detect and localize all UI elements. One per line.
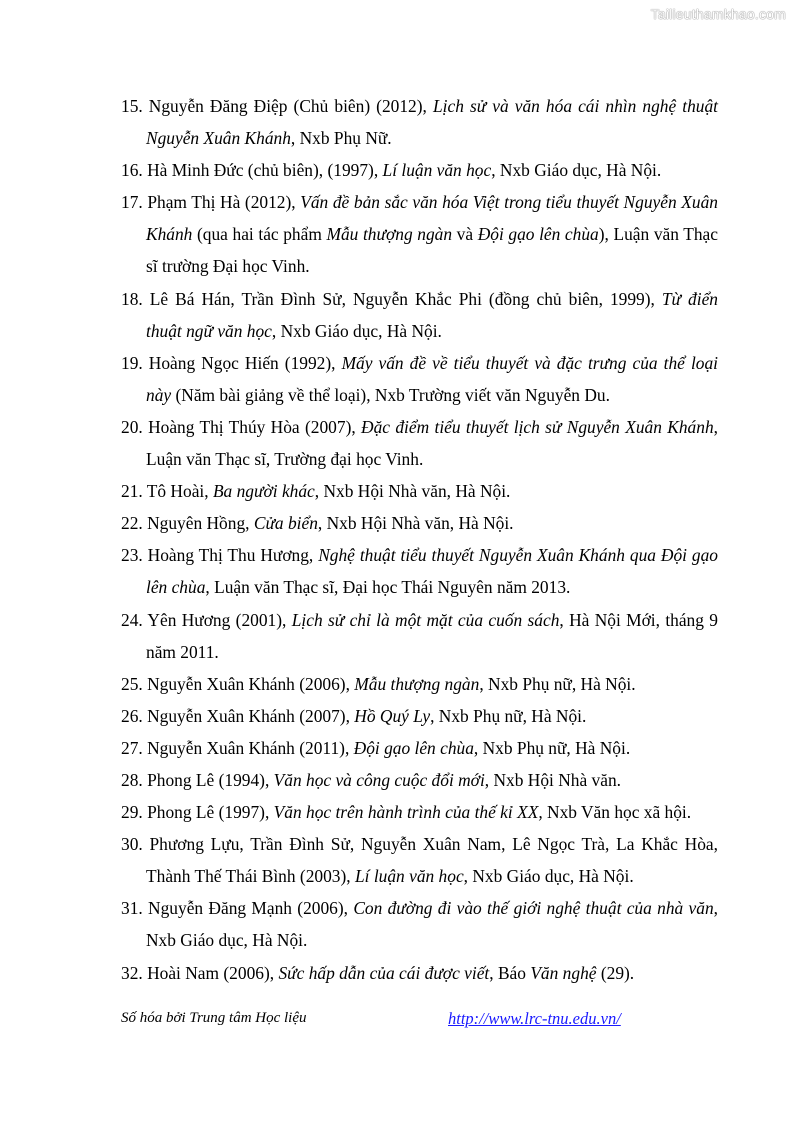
- reference-text: , Nxb Hội Nhà văn.: [484, 769, 622, 790]
- reference-text: 25. Nguyễn Xuân Khánh (2006),: [121, 673, 355, 694]
- reference-title: Văn học trên hành trình của thế kỉ XX,: [273, 802, 543, 823]
- reference-title: Vấn đề bản sắc văn hóa Việt trong tiểu thuyết Nguyễn Xuân Khánh: [146, 192, 718, 245]
- reference-title: Đội gạo lên chùa: [477, 224, 599, 245]
- reference-text: (Năm bài giảng về thể loại), Nxb Trường viết văn Nguyễn Du.: [171, 384, 610, 405]
- watermark: Tailieuthamkhao.com: [650, 6, 786, 22]
- reference-title: Lí luận văn học: [382, 160, 492, 181]
- reference-item: [121, 411, 718, 475]
- reference-item: [121, 507, 718, 539]
- reference-text: , Nxb Hội Nhà văn, Hà Nội.: [314, 481, 511, 502]
- reference-text: , Luận văn Thạc sĩ, Trường đại học Vinh.: [146, 416, 718, 470]
- reference-item: [121, 539, 718, 603]
- reference-title: Sức hấp dẫn của cái được viết: [278, 962, 490, 983]
- reference-text: , Nxb Giáo dục, Hà Nội.: [491, 160, 662, 181]
- reference-text: 18. Lê Bá Hán, Trần Đình Sử, Nguyễn Khắc Phi (đồng chủ biên, 1999),: [121, 288, 662, 309]
- reference-title: Hồ Quý Ly: [354, 705, 431, 726]
- reference-item: [121, 764, 718, 796]
- reference-text: , Nxb Phụ Nữ.: [290, 128, 392, 149]
- reference-text: Nxb Văn học xã hội.: [542, 802, 692, 823]
- reference-title: Từ điển thuật ngữ văn học: [146, 288, 718, 341]
- reference-title: Lịch sử chỉ là một mặt của cuốn sách: [291, 609, 560, 630]
- reference-text: 21. Tô Hoài,: [121, 481, 213, 502]
- reference-text: , Nxb Phụ nữ, Hà Nội.: [473, 737, 631, 758]
- reference-title: Lí luận văn học: [354, 866, 464, 887]
- reference-item: [121, 700, 718, 732]
- reference-item: [121, 796, 718, 828]
- reference-item: [121, 347, 718, 411]
- reference-text: 19. Hoàng Ngọc Hiến (1992),: [121, 352, 342, 373]
- reference-title: Mẫu thượng ngàn: [354, 673, 480, 694]
- footer-link[interactable]: http://www.lrc-tnu.edu.vn/: [448, 1009, 621, 1028]
- reference-title: Văn học và công cuộc đổi mới: [273, 769, 485, 790]
- reference-text: 23. Hoàng Thị Thu Hương,: [121, 545, 319, 566]
- reference-text: , Nxb Hội Nhà văn, Hà Nội.: [317, 513, 514, 534]
- reference-item: [121, 283, 718, 347]
- reference-title: Cửa biển: [253, 513, 318, 534]
- reference-text: 32. Hoài Nam (2006),: [121, 962, 279, 983]
- reference-list: [121, 90, 718, 989]
- reference-item: [121, 154, 718, 186]
- reference-text: 26. Nguyễn Xuân Khánh (2007),: [121, 705, 355, 726]
- reference-text: 24. Yên Hương (2001),: [121, 609, 292, 630]
- footer-text: Số hóa bởi Trung tâm Học liệu: [121, 1010, 307, 1026]
- reference-text: , Nxb Phụ nữ, Hà Nội.: [430, 705, 587, 726]
- reference-text: , Luận văn Thạc sĩ, Đại học Thái Nguyên năm 2013.: [205, 577, 571, 598]
- reference-title: Đội gạo lên chùa: [353, 737, 474, 758]
- reference-item: [121, 732, 718, 764]
- reference-title: Mấy vấn đề về tiểu thuyết và đặc trưng của thể loại này: [146, 352, 718, 405]
- reference-text: 30. Phương Lựu, Trần Đình Sử, Nguyễn Xuân Nam, Lê Ngọc Trà, La Khắc Hòa, Thành Thế Thái Bình (2003),: [121, 834, 718, 887]
- reference-item: [121, 668, 718, 700]
- reference-text: , Nxb Giáo dục, Hà Nội.: [271, 320, 442, 341]
- reference-text: 22. Nguyên Hồng,: [121, 513, 254, 534]
- reference-item: [121, 475, 718, 507]
- reference-text: 16. Hà Minh Đức (chủ biên), (1997),: [121, 160, 383, 181]
- reference-text: 31. Nguyễn Đăng Mạnh (2006),: [121, 898, 354, 919]
- reference-text: ), Luận văn Thạc sĩ trường Đại học Vinh.: [146, 224, 718, 277]
- reference-title: Lịch sử và văn hóa cái nhìn nghệ thuật Nguyễn Xuân Khánh: [146, 96, 718, 149]
- reference-item: [121, 186, 718, 282]
- reference-text: 20. Hoàng Thị Thúy Hòa (2007),: [121, 416, 362, 437]
- reference-item: [121, 828, 718, 892]
- reference-text: 29. Phong Lê (1997),: [121, 802, 274, 823]
- reference-item: [121, 957, 718, 989]
- reference-text: 28. Phong Lê (1994),: [121, 769, 274, 790]
- reference-text: 27. Nguyễn Xuân Khánh (2011),: [121, 737, 354, 758]
- reference-title: Mẫu thượng ngàn: [326, 224, 453, 245]
- reference-title: Con đường đi vào thế giới nghệ thuật của nhà văn: [353, 898, 714, 919]
- reference-text: , Báo: [489, 962, 531, 983]
- reference-title: Nghệ thuật tiểu thuyết Nguyễn Xuân Khánh qua Đội gạo lên chùa: [146, 545, 718, 598]
- reference-title: Văn nghệ: [530, 962, 597, 983]
- reference-text: (29).: [596, 962, 635, 983]
- reference-text: (qua hai tác phẩm: [192, 224, 327, 245]
- reference-text: 15. Nguyễn Đăng Điệp (Chủ biên) (2012),: [121, 96, 433, 116]
- reference-item: [121, 892, 718, 956]
- reference-text: , Nxb Phụ nữ, Hà Nội.: [479, 673, 636, 694]
- reference-item: [121, 604, 718, 668]
- reference-title: Ba người khác: [212, 481, 315, 502]
- reference-title: Đặc điểm tiểu thuyết lịch sử Nguyễn Xuân Khánh: [361, 416, 714, 437]
- reference-text: , Hà Nội Mới, tháng 9 năm 2011.: [146, 609, 718, 662]
- reference-text: 17. Phạm Thị Hà (2012),: [121, 192, 301, 213]
- reference-text: , Nxb Giáo dục, Hà Nội.: [146, 898, 718, 951]
- reference-item: [121, 90, 718, 154]
- reference-text: và: [452, 224, 478, 245]
- reference-text: , Nxb Giáo dục, Hà Nội.: [463, 866, 634, 887]
